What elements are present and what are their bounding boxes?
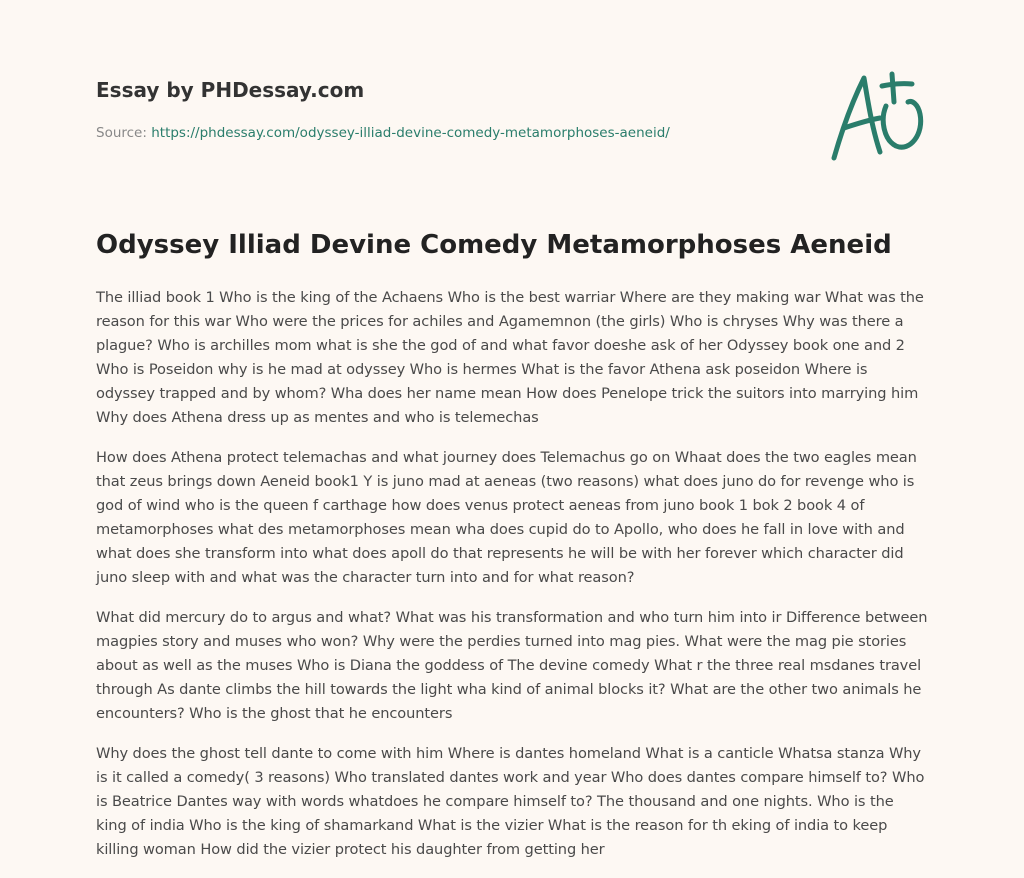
essay-paragraph: How does Athena protect telemachas and what journey does Telemachus go on Whaat does the two eagles mean that zeus brings down Aeneid book1 Y is juno mad at aeneas (two reasons) what does juno do for revenge who is god of wind who is the queen f carthage how does venus protect aeneas from juno book 1 bok 2 book 4 of metamorphoses what des metamorphoses mean wha does cupid do to Apollo, who does he fall in love with and what does she transform into what does apoll do that represents he will be with her forever which character did juno sleep with and what was the character turn into and for what reason? bbox=[96, 449, 917, 586]
source-link[interactable]: https://phdessay.com/odyssey-illiad-devine-comedy-metamorphoses-aeneid/ bbox=[151, 125, 670, 141]
essay-paragraph: Why does the ghost tell dante to come with him Where is dantes homeland What is a canticle Whatsa stanza Why is it called a comedy( 3 reasons) Who translated dantes work and year Who does dantes compare himself to? Who is Beatrice Dantes way with words whatdoes he compare himself to? The thousand and one nights. Who is the king of india Who is the king of shamarkand What is the vizier What is the reason for th eking of india to keep killing woman How did the vizier protect his daughter from getting her bbox=[96, 745, 925, 858]
site-header bbox=[96, 0, 928, 180]
essay-paragraph: What did mercury do to argus and what? What was his transformation and who turn him into ir Difference between magpies story and muses who won? Why were the perdies turned into mag pies. What were the mag pie stories about as well as the muses Who is Diana the goddess of The devine comedy What r the three real msdanes travel through As dante climbs the hill towards the light wha kind of animal blocks it? What are the other two animals he encounters? Who is the ghost that he encounters bbox=[96, 609, 928, 722]
essay-body bbox=[96, 286, 928, 878]
a-plus-logo-icon bbox=[828, 68, 928, 164]
essay-title: Odyssey Illiad Devine Comedy Metamorphoses Aeneid bbox=[96, 230, 892, 260]
essay-paragraph: The illiad book 1 Who is the king of the Achaens Who is the best warriar Where are they making war What was the reason for this war Who were the prices for achiles and Agamemnon (the girls) Who is chryses Why was there a plague? Who is archilles mom what is she the god of and what favor doeshe ask of her Odyssey book one and 2 Who is Poseidon why is he mad at odyssey Who is hermes What is the favor Athena ask poseidon Where is odyssey trapped and by whom? Wha does her name mean How does Penelope trick the suitors into marrying him Why does Athena dress up as mentes and who is telemechas bbox=[96, 289, 924, 426]
source-label: Source: bbox=[96, 125, 152, 141]
source-line bbox=[96, 123, 670, 143]
site-title: Essay by PHDessay.com bbox=[96, 78, 365, 102]
